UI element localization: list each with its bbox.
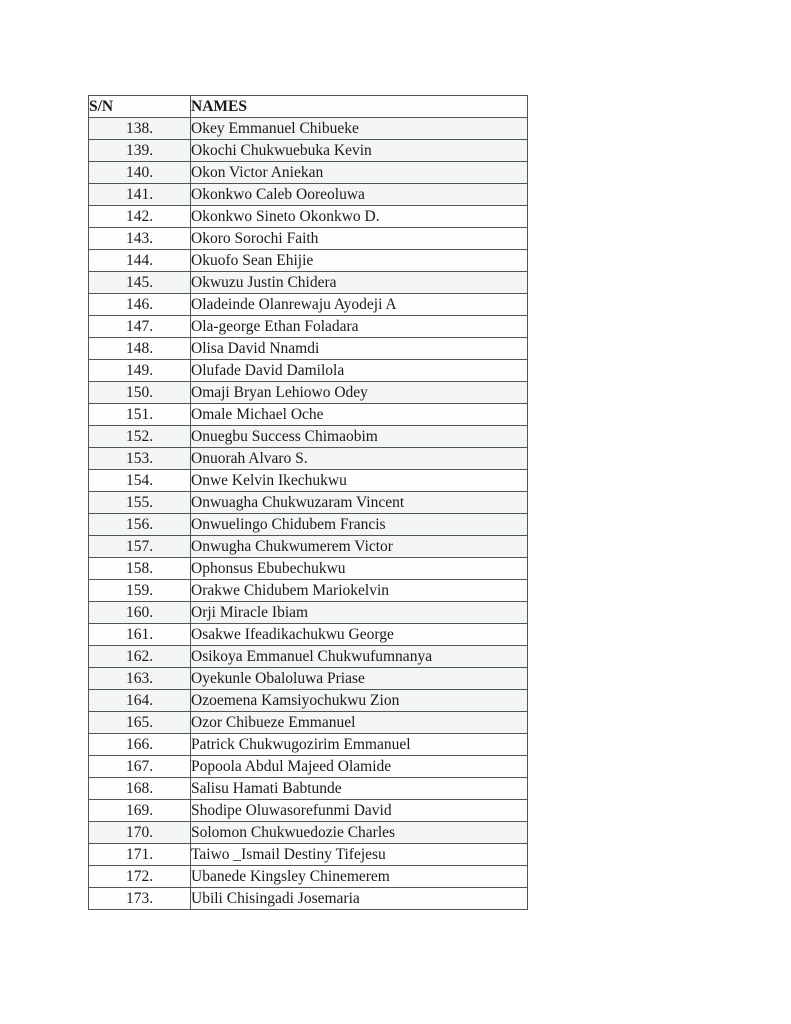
sn-cell: 147. — [89, 316, 191, 338]
sn-cell: 153. — [89, 448, 191, 470]
table-row — [89, 580, 528, 602]
table-row — [89, 734, 528, 756]
sn-cell: 139. — [89, 140, 191, 162]
table-row — [89, 184, 528, 206]
name-cell: Orakwe Chidubem Mariokelvin — [191, 580, 528, 602]
table-row — [89, 602, 528, 624]
table-row — [89, 866, 528, 888]
name-cell: Onuorah Alvaro S. — [191, 448, 528, 470]
name-cell: Shodipe Oluwasorefunmi David — [191, 800, 528, 822]
name-cell: Oladeinde Olanrewaju Ayodeji A — [191, 294, 528, 316]
sn-cell: 150. — [89, 382, 191, 404]
sn-column-header: S/N — [89, 96, 191, 118]
name-cell: Onwuelingo Chidubem Francis — [191, 514, 528, 536]
sn-cell: 169. — [89, 800, 191, 822]
sn-cell: 154. — [89, 470, 191, 492]
sn-cell: 171. — [89, 844, 191, 866]
name-cell: Ubili Chisingadi Josemaria — [191, 888, 528, 910]
sn-cell: 165. — [89, 712, 191, 734]
table-row — [89, 690, 528, 712]
sn-cell: 155. — [89, 492, 191, 514]
sn-cell: 142. — [89, 206, 191, 228]
sn-cell: 151. — [89, 404, 191, 426]
name-cell: Ophonsus Ebubechukwu — [191, 558, 528, 580]
table-row — [89, 272, 528, 294]
names-table — [88, 95, 528, 910]
table-row — [89, 822, 528, 844]
table-row — [89, 118, 528, 140]
sn-cell: 152. — [89, 426, 191, 448]
table-row — [89, 558, 528, 580]
name-cell: Onwuagha Chukwuzaram Vincent — [191, 492, 528, 514]
table-row — [89, 800, 528, 822]
name-cell: Okuofo Sean Ehijie — [191, 250, 528, 272]
table-row — [89, 382, 528, 404]
sn-cell: 161. — [89, 624, 191, 646]
name-cell: Patrick Chukwugozirim Emmanuel — [191, 734, 528, 756]
sn-cell: 168. — [89, 778, 191, 800]
table-row — [89, 228, 528, 250]
name-cell: Okochi Chukwuebuka Kevin — [191, 140, 528, 162]
sn-cell: 173. — [89, 888, 191, 910]
table-row — [89, 888, 528, 910]
sn-cell: 166. — [89, 734, 191, 756]
name-cell: Omale Michael Oche — [191, 404, 528, 426]
name-cell: Ozor Chibueze Emmanuel — [191, 712, 528, 734]
table-row — [89, 646, 528, 668]
table-row — [89, 316, 528, 338]
table-body — [89, 118, 528, 910]
name-cell: Oyekunle Obaloluwa Priase — [191, 668, 528, 690]
table-row — [89, 624, 528, 646]
table-row — [89, 250, 528, 272]
sn-cell: 164. — [89, 690, 191, 712]
table-row — [89, 668, 528, 690]
table-row — [89, 426, 528, 448]
sn-cell: 149. — [89, 360, 191, 382]
table-row — [89, 162, 528, 184]
table-row — [89, 492, 528, 514]
name-cell: Olufade David Damilola — [191, 360, 528, 382]
table-row — [89, 294, 528, 316]
name-cell: Onwugha Chukwumerem Victor — [191, 536, 528, 558]
table-row — [89, 756, 528, 778]
name-cell: Popoola Abdul Majeed Olamide — [191, 756, 528, 778]
sn-cell: 170. — [89, 822, 191, 844]
name-cell: Okonkwo Sineto Okonkwo D. — [191, 206, 528, 228]
sn-cell: 144. — [89, 250, 191, 272]
table-row — [89, 844, 528, 866]
name-cell: Orji Miracle Ibiam — [191, 602, 528, 624]
name-cell: Olisa David Nnamdi — [191, 338, 528, 360]
table-row — [89, 338, 528, 360]
table-row — [89, 536, 528, 558]
table-row — [89, 448, 528, 470]
table-row — [89, 712, 528, 734]
name-cell: Onwe Kelvin Ikechukwu — [191, 470, 528, 492]
name-cell: Okon Victor Aniekan — [191, 162, 528, 184]
name-cell: Okonkwo Caleb Ooreoluwa — [191, 184, 528, 206]
table-header-row — [89, 96, 528, 118]
sn-cell: 145. — [89, 272, 191, 294]
sn-cell: 162. — [89, 646, 191, 668]
name-cell: Ozoemena Kamsiyochukwu Zion — [191, 690, 528, 712]
table-row — [89, 404, 528, 426]
name-cell: Okwuzu Justin Chidera — [191, 272, 528, 294]
name-cell: Omaji Bryan Lehiowo Odey — [191, 382, 528, 404]
sn-cell: 146. — [89, 294, 191, 316]
name-cell: Ola-george Ethan Foladara — [191, 316, 528, 338]
sn-cell: 172. — [89, 866, 191, 888]
sn-cell: 140. — [89, 162, 191, 184]
table-row — [89, 778, 528, 800]
name-cell: Okey Emmanuel Chibueke — [191, 118, 528, 140]
sn-cell: 141. — [89, 184, 191, 206]
sn-cell: 148. — [89, 338, 191, 360]
name-cell: Osikoya Emmanuel Chukwufumnanya — [191, 646, 528, 668]
sn-cell: 143. — [89, 228, 191, 250]
sn-cell: 167. — [89, 756, 191, 778]
names-column-header: NAMES — [191, 96, 528, 118]
sn-cell: 163. — [89, 668, 191, 690]
table-row — [89, 206, 528, 228]
table-row — [89, 140, 528, 162]
table-row — [89, 470, 528, 492]
sn-cell: 160. — [89, 602, 191, 624]
table-row — [89, 360, 528, 382]
name-cell: Onuegbu Success Chimaobim — [191, 426, 528, 448]
sn-cell: 158. — [89, 558, 191, 580]
sn-cell: 157. — [89, 536, 191, 558]
sn-cell: 138. — [89, 118, 191, 140]
name-cell: Salisu Hamati Babtunde — [191, 778, 528, 800]
sn-cell: 156. — [89, 514, 191, 536]
name-cell: Osakwe Ifeadikachukwu George — [191, 624, 528, 646]
sn-cell: 159. — [89, 580, 191, 602]
name-cell: Ubanede Kingsley Chinemerem — [191, 866, 528, 888]
name-cell: Okoro Sorochi Faith — [191, 228, 528, 250]
table-row — [89, 514, 528, 536]
name-cell: Solomon Chukwuedozie Charles — [191, 822, 528, 844]
name-cell: Taiwo _Ismail Destiny Tifejesu — [191, 844, 528, 866]
